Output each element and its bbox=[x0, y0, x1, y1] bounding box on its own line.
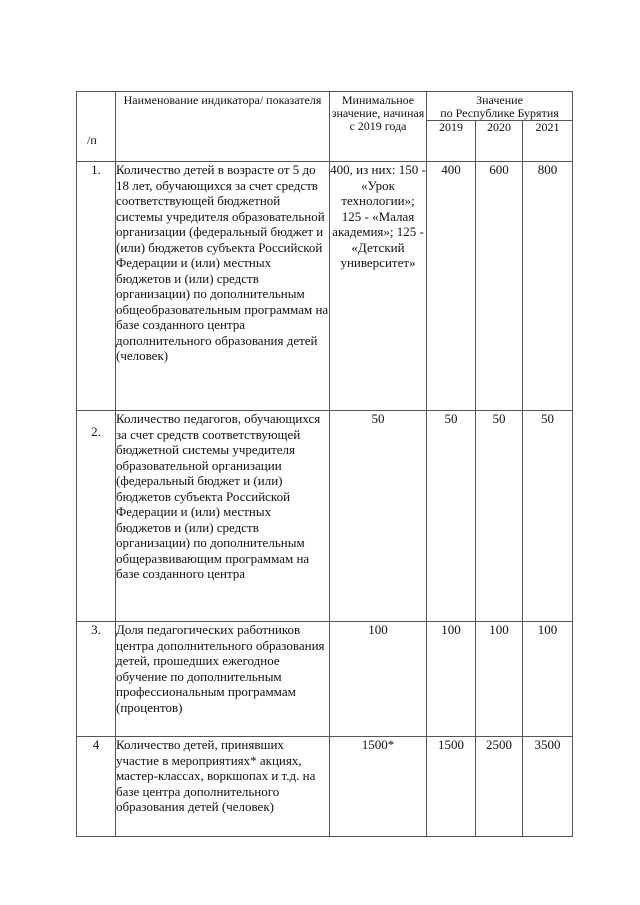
header-value-group-line1: Значение bbox=[476, 93, 523, 107]
row-number: 3. bbox=[77, 622, 116, 737]
value-2021: 50 bbox=[523, 411, 573, 622]
value-2019: 1500 bbox=[427, 737, 476, 837]
header-indicator-name: Наименование индикатора/ показателя bbox=[116, 92, 330, 162]
value-2021: 100 bbox=[523, 622, 573, 737]
value-2019: 50 bbox=[427, 411, 476, 622]
row-number: 4 bbox=[77, 737, 116, 837]
min-value: 400, из них: 150 - «Урок технологии»; 125 - «Малая академия»; 125 - «Детский университет» bbox=[330, 162, 427, 411]
value-2020: 600 bbox=[476, 162, 523, 411]
indicator-name: Доля педагогических работников центра дополнительного образования детей, прошедших ежегодное обучение по дополнительным профессиональным программам (процентов) bbox=[116, 622, 330, 737]
header-value-group bbox=[427, 92, 573, 121]
header-index: /п bbox=[77, 92, 116, 162]
table-row bbox=[77, 622, 573, 737]
header-value-group-line2: по Республике Бурятия bbox=[440, 106, 559, 120]
header-year-2019: 2019 bbox=[427, 121, 476, 162]
min-value: 100 bbox=[330, 622, 427, 737]
min-value: 50 bbox=[330, 411, 427, 622]
row-number: 2. bbox=[77, 411, 116, 622]
value-2021: 800 bbox=[523, 162, 573, 411]
row-number: 1. bbox=[77, 162, 116, 411]
header-min-value: Минимальное значение, начиная с 2019 года bbox=[330, 92, 427, 162]
indicator-name: Количество детей в возрасте от 5 до 18 лет, обучающихся за счет средств соответствующей бюджетной системы учредителя образовательной организации (федеральный бюджет и (или) бюджетов субъекта Российской Федерации и (или) местных бюджетов и (или) средств организации) по дополнительным общеобразовательным программам на базе созданного центра дополнительного образования детей (человек) bbox=[116, 162, 330, 411]
table-row bbox=[77, 162, 573, 411]
header-row-top bbox=[77, 92, 573, 121]
indicator-name: Количество детей, принявших участие в мероприятиях* акциях, мастер-классах, воркшопах и т.д. на базе центра дополнительного образования детей (человек) bbox=[116, 737, 330, 837]
indicators-table bbox=[76, 91, 573, 837]
value-2020: 2500 bbox=[476, 737, 523, 837]
table-row bbox=[77, 737, 573, 837]
indicator-name: Количество педагогов, обучающихся за счет средств соответствующей бюджетной системы учредителя образовательной организации (федеральный бюджет и (или) бюджетов субъекта Российской Федерации и (или) местных бюджетов и (или) средств организации) по дополнительным общеразвивающим программам на базе созданного центра bbox=[116, 411, 330, 622]
value-2019: 100 bbox=[427, 622, 476, 737]
value-2020: 100 bbox=[476, 622, 523, 737]
value-2019: 400 bbox=[427, 162, 476, 411]
min-value: 1500* bbox=[330, 737, 427, 837]
header-year-2021: 2021 bbox=[523, 121, 573, 162]
value-2020: 50 bbox=[476, 411, 523, 622]
table-row bbox=[77, 411, 573, 622]
header-year-2020: 2020 bbox=[476, 121, 523, 162]
value-2021: 3500 bbox=[523, 737, 573, 837]
